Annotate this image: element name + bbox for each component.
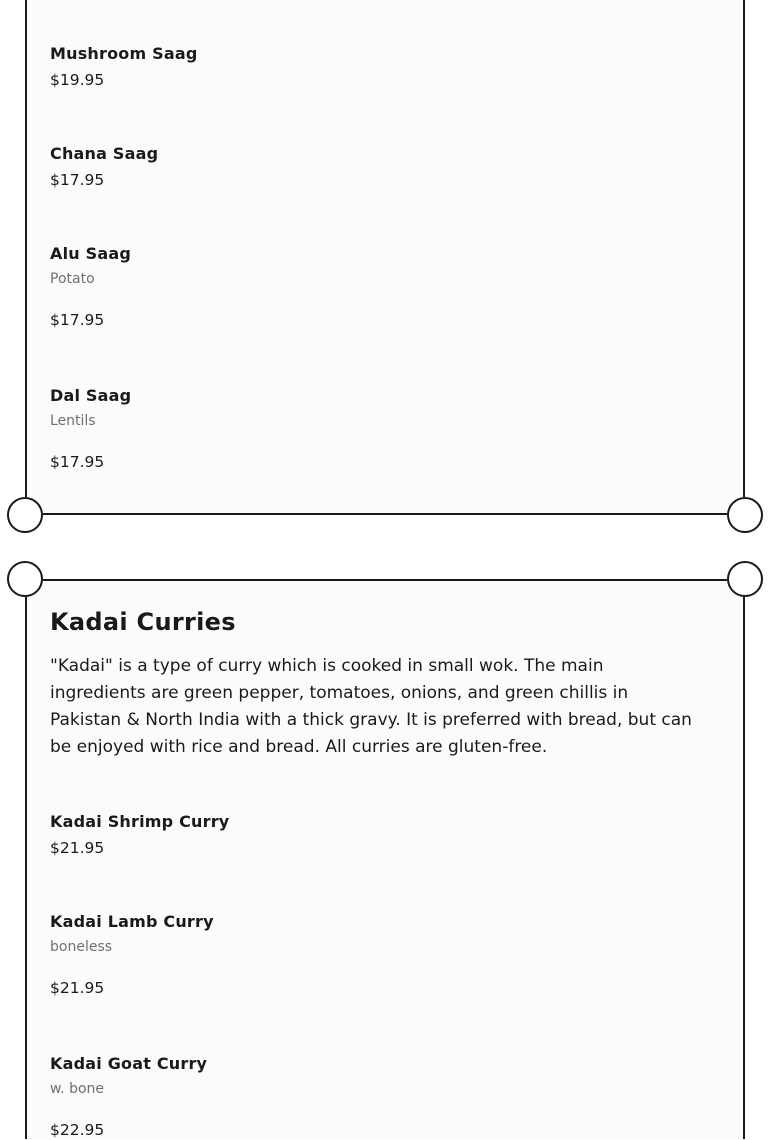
saag-section-panel [25, 0, 745, 515]
item-price: $21.95 [50, 839, 105, 857]
item-price: $17.95 [50, 453, 105, 471]
item-name: Kadai Goat Curry [50, 1054, 208, 1073]
item-price: $21.95 [50, 979, 105, 997]
section-title: Kadai Curries [50, 608, 236, 636]
menu-item [50, 812, 229, 858]
item-name: Kadai Shrimp Curry [50, 812, 230, 831]
item-description: w. bone [50, 1081, 105, 1097]
corner-notch-bottom-left [7, 497, 43, 533]
item-price: $19.95 [50, 71, 105, 89]
item-name: Alu Saag [50, 244, 131, 263]
item-description: Lentils [50, 413, 96, 429]
menu-item [50, 44, 198, 90]
kadai-curries-section-panel [25, 579, 745, 1139]
section-description: "Kadai" is a type of curry which is cooked in small wok. The main ingredients are green pepper, tomatoes, onions, and green chillis in Pakistan & North India with a thick gravy. It is preferred with bread, but can be enjoyed with rice and bread. All curries are gluten-free. [50, 656, 692, 757]
menu-item [50, 244, 131, 330]
menu-item [50, 912, 214, 998]
corner-notch-top-right [727, 561, 763, 597]
corner-notch-bottom-right [727, 497, 763, 533]
panel-border-left [25, 597, 27, 1139]
item-price: $17.95 [50, 171, 105, 189]
item-description: boneless [50, 939, 113, 955]
item-name: Dal Saag [50, 386, 132, 405]
panel-border-right [743, 0, 745, 497]
item-name: Chana Saag [50, 144, 159, 163]
panel-border-left [25, 0, 27, 497]
item-name: Mushroom Saag [50, 44, 198, 63]
corner-notch-top-left [7, 561, 43, 597]
item-name: Kadai Lamb Curry [50, 912, 214, 931]
panel-border-right [743, 597, 745, 1139]
item-price: $17.95 [50, 311, 105, 329]
menu-item [50, 144, 158, 190]
panel-border-top [43, 579, 727, 581]
item-description: Potato [50, 271, 95, 287]
item-price: $22.95 [50, 1121, 105, 1139]
menu-item [50, 386, 131, 472]
menu-item [50, 1054, 207, 1140]
